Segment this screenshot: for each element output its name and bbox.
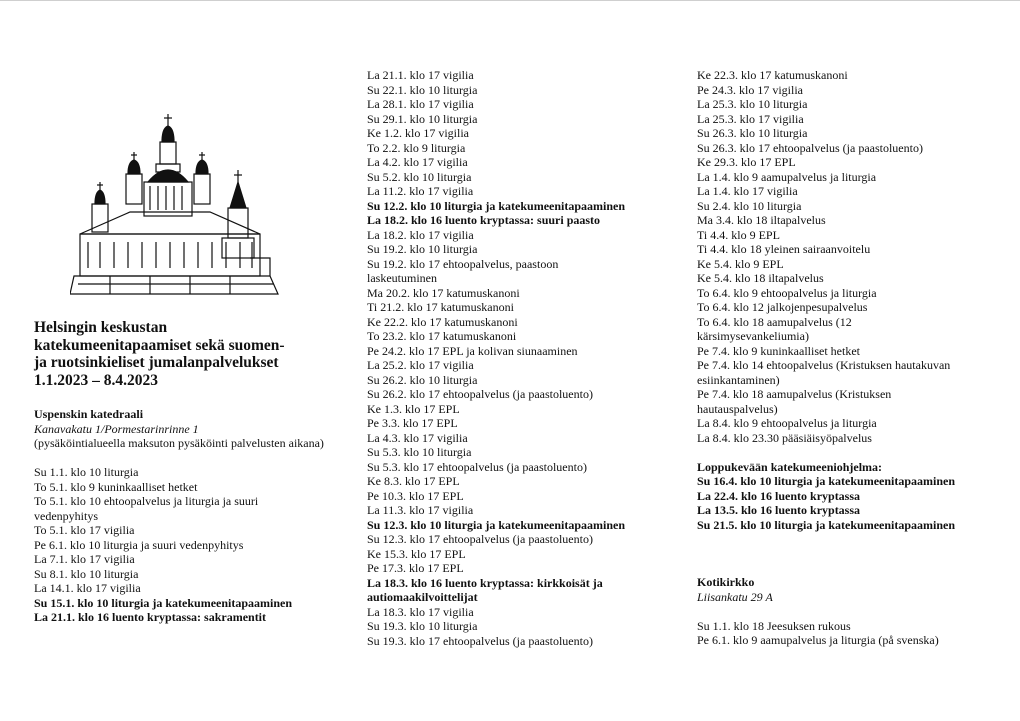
title-line: 1.1.2023 – 8.4.2023 [34, 371, 158, 389]
service-item: To 5.1. klo 17 vigilia [34, 523, 135, 537]
service-item: Su 12.3. klo 17 ehtoopalvelus (ja paastoluento) [367, 532, 593, 546]
title-line: ja ruotsinkieliset jumalanpalvelukset [34, 354, 279, 371]
service-item-highlight: La 13.5. klo 16 luento kryptassa [697, 503, 861, 517]
service-item: La 21.1. klo 17 vigilia [367, 68, 474, 82]
service-item: La 18.3. klo 17 vigilia [367, 604, 474, 619]
service-item: To 6.4. klo 12 jalkojenpesupalvelus [697, 300, 868, 314]
service-item: La 11.3. klo 17 vigilia [367, 503, 474, 517]
service-item: Su 1.1. klo 10 liturgia [34, 465, 139, 479]
service-item: Su 26.2. klo 10 liturgia [367, 372, 478, 387]
service-item: La 11.2. klo 17 vigilia [367, 184, 474, 198]
service-item: To 2.2. klo 9 liturgia [367, 140, 466, 155]
service-item: La 1.4. klo 9 aamupalvelus ja liturgia [697, 169, 877, 184]
title-line: katekumeenitapaamiset sekä suomen- [34, 336, 285, 354]
service-item: Ke 5.4. klo 18 iltapalvelus [697, 271, 824, 285]
service-item: La 28.1. klo 17 vigilia [367, 97, 474, 111]
service-item: Pe 24.3. klo 17 vigilia [697, 82, 803, 97]
service-item-highlight: Su 12.3. klo 10 liturgia ja katekumeenitapaaminen [367, 517, 626, 532]
service-item: To 23.2. klo 17 katumuskanoni [367, 329, 517, 343]
kotikirkko-heading: Kotikirkko [697, 575, 755, 589]
service-item: To 6.4. klo 9 ehtoopalvelus ja liturgia [697, 285, 877, 300]
service-item: La 25.2. klo 17 vigilia [367, 358, 474, 372]
service-item: Su 22.1. klo 10 liturgia [367, 82, 478, 97]
service-item: La 7.1. klo 17 vigilia [34, 552, 135, 566]
service-item-highlight: Su 15.1. klo 10 liturgia ja katekumeenitapaaminen [34, 595, 293, 610]
service-item: Pe 24.2. klo 17 EPL ja kolivan siunaaminen [367, 343, 578, 358]
service-item: To 5.1. klo 9 kuninkaalliset hetket [34, 479, 198, 494]
title-line: Helsingin keskustan [34, 319, 168, 336]
service-item: Ke 29.3. klo 17 EPL [697, 155, 796, 169]
column-right [697, 68, 997, 648]
service-item: Su 5.2. klo 10 liturgia [367, 169, 472, 184]
service-item: La 4.3. klo 17 vigilia [367, 430, 468, 445]
service-item: Su 2.4. klo 10 liturgia [697, 198, 802, 213]
service-item-highlight: Su 21.5. klo 10 liturgia ja katekumeenitapaaminen [697, 517, 956, 532]
parking-note: (pysäköintialueella maksuton pysäköinti palvelusten aikana) [34, 436, 324, 450]
service-item: Ke 15.3. klo 17 EPL [367, 546, 466, 561]
service-item: La 4.2. klo 17 vigilia [367, 155, 468, 169]
service-item: Ma 20.2. klo 17 katumuskanoni [367, 285, 520, 300]
service-item: To 5.1. klo 10 ehtoopalvelus ja liturgia ja suuri vedenpyhitys [34, 494, 259, 523]
service-item: Su 19.2. klo 10 liturgia [367, 242, 478, 256]
service-item: Su 19.3. klo 17 ehtoopalvelus (ja paastoluento) [367, 633, 593, 648]
service-item-highlight: La 22.4. klo 16 luento kryptassa [697, 488, 861, 503]
service-item: Su 26.3. klo 10 liturgia [697, 126, 808, 140]
service-item: Pe 3.3. klo 17 EPL [367, 416, 458, 430]
service-item: Su 8.1. klo 10 liturgia [34, 566, 139, 581]
service-item: Ti 4.4. klo 18 yleinen sairaanvoitelu [697, 242, 871, 256]
top-rule [0, 0, 1020, 1]
service-item: Ke 5.4. klo 9 EPL [697, 256, 784, 271]
service-item-highlight: Su 16.4. klo 10 liturgia ja katekumeenitapaaminen [697, 474, 956, 488]
service-item: La 14.1. klo 17 vigilia [34, 581, 141, 595]
service-item: Su 19.3. klo 10 liturgia [367, 619, 478, 633]
column-middle [367, 68, 672, 648]
service-item-highlight: La 18.3. klo 16 luento kryptassa: kirkkoisät ja autiomaakilvoittelijat [367, 575, 603, 604]
service-item-highlight: Su 12.2. klo 10 liturgia ja katekumeenitapaaminen [367, 198, 626, 213]
service-item: Su 29.1. klo 10 liturgia [367, 111, 478, 126]
uspenski-address: Kanavakatu 1/Pormestarinrinne 1 [34, 421, 199, 436]
loppukevat-heading: Loppukevään katekumeeniohjelma: [697, 459, 883, 474]
service-item: Pe 7.4. klo 18 aamupalvelus (Kristuksen hautauspalvelus) [697, 387, 892, 416]
service-item: La 18.2. klo 17 vigilia [367, 227, 474, 242]
service-item: Ke 22.2. klo 17 katumuskanoni [367, 314, 518, 329]
service-item-highlight: La 18.2. klo 16 luento kryptassa: suuri paasto [367, 213, 601, 227]
service-item: Su 19.2. klo 17 ehtoopalvelus, paastoon laskeutuminen [367, 256, 559, 285]
service-item: Pe 6.1. klo 10 liturgia ja suuri vedenpyhitys [34, 537, 244, 552]
service-item: Su 5.3. klo 17 ehtoopalvelus (ja paastoluento) [367, 459, 587, 474]
service-item: Su 26.2. klo 17 ehtoopalvelus (ja paastoluento) [367, 387, 593, 401]
service-item: La 8.4. klo 9 ehtoopalvelus ja liturgia [697, 416, 877, 430]
service-item: La 25.3. klo 10 liturgia [697, 97, 808, 111]
service-item: Pe 6.1. klo 9 aamupalvelus ja liturgia (på svenska) [697, 633, 939, 647]
service-item: Pe 10.3. klo 17 EPL [367, 488, 464, 503]
service-item: Ti 4.4. klo 9 EPL [697, 227, 780, 242]
service-item: Su 26.3. klo 17 ehtoopalvelus (ja paastoluento) [697, 140, 923, 155]
service-item: To 6.4. klo 18 aamupalvelus (12 kärsimysevankeliumia) [697, 314, 852, 343]
service-item: Ke 1.2. klo 17 vigilia [367, 126, 469, 140]
service-item-highlight: La 21.1. klo 16 luento kryptassa: sakramentit [34, 610, 267, 624]
service-item: Ma 3.4. klo 18 iltapalvelus [697, 213, 826, 227]
service-item: Su 5.3. klo 10 liturgia [367, 445, 472, 459]
service-item: Pe 7.4. klo 14 ehtoopalvelus (Kristuksen hautakuvan esiinkantaminen) [697, 358, 951, 387]
service-item: La 25.3. klo 17 vigilia [697, 111, 804, 126]
service-item: Ke 8.3. klo 17 EPL [367, 474, 460, 488]
service-item: La 1.4. klo 17 vigilia [697, 184, 798, 198]
service-item: Su 1.1. klo 18 Jeesuksen rukous [697, 618, 851, 633]
service-item: Ke 1.3. klo 17 EPL [367, 401, 460, 416]
service-item: Ti 21.2. klo 17 katumuskanoni [367, 300, 514, 314]
kotikirkko-address: Liisankatu 29 A [697, 589, 773, 604]
service-item: Ke 22.3. klo 17 katumuskanoni [697, 68, 848, 82]
document-title [34, 319, 334, 389]
column-left [34, 319, 334, 625]
cathedral-illustration [70, 112, 285, 302]
service-item: Pe 7.4. klo 9 kuninkaalliset hetket [697, 343, 860, 358]
service-item: La 8.4. klo 23.30 pääsiäisyöpalvelus [697, 430, 872, 445]
uspenski-heading: Uspenskin katedraali [34, 407, 144, 421]
service-item: Pe 17.3. klo 17 EPL [367, 561, 464, 575]
